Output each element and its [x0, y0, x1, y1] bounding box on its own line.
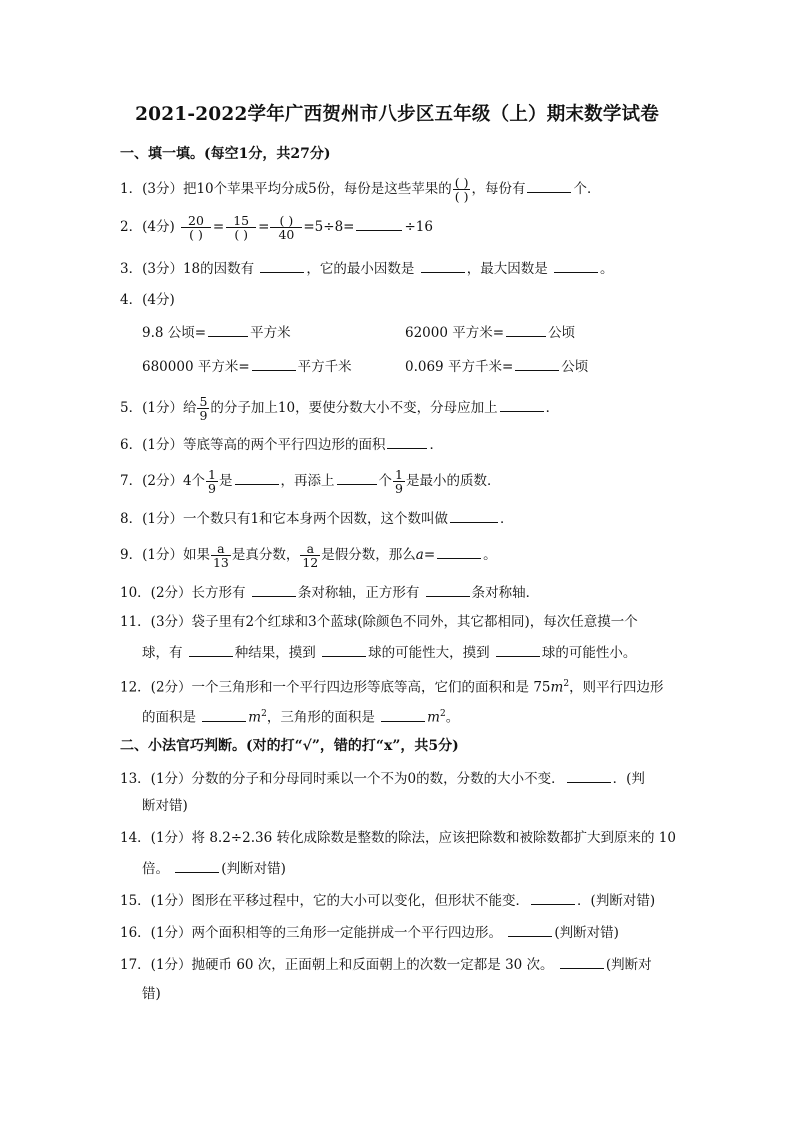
answer-blank[interactable]: [387, 434, 427, 449]
question-7: 7．(2分）4个 $\frac{1}{9}$ 是 ，再添上 个 $\frac{1}{9}$ 是最小的质数．: [120, 467, 501, 496]
question-8: 8．(1分）一个数只有1和它本身两个因数，这个数叫做 ．: [120, 508, 514, 529]
question-11-line2: 球，有 种结果，摸到 球的可能性大，摸到 球的可能性小。: [142, 642, 636, 663]
answer-blank[interactable]: [252, 582, 296, 597]
fraction: $\frac{a}{12}$: [302, 541, 319, 570]
answer-blank[interactable]: [322, 642, 366, 657]
question-10: 10．(2分）长方形有 条对称轴，正方形有 条对称轴．: [120, 582, 539, 603]
fraction: $\frac{( )}{( )}$: [454, 175, 469, 204]
answer-blank[interactable]: [531, 890, 575, 905]
question-4: 4．(4分): [120, 292, 175, 308]
question-1: 1．(3分）把10个苹果平均分成5份，每份是这些苹果的 $\frac{( )}{( )}$ ，每份有 个．: [120, 175, 601, 204]
answer-blank[interactable]: [500, 397, 544, 412]
answer-blank[interactable]: [260, 258, 304, 273]
answer-blank[interactable]: [554, 258, 598, 273]
question-14: 14．(1分）将 8.2÷2.36 转化成除数是整数的除法，应该把除数和被除数都扩大到原来的 10: [120, 830, 676, 846]
answer-blank[interactable]: [515, 356, 559, 371]
fraction: $\frac{( )}{40}$: [270, 214, 302, 241]
fraction: $\frac{a}{13}$: [212, 541, 229, 570]
question-13-line2: 断对错): [142, 798, 188, 814]
question-12-line2: 的面积是 $m^2$，三角形的面积是 $m^2$。: [142, 704, 459, 728]
fraction: $\frac{5}{9}$: [199, 394, 208, 423]
question-4-row2-right: 0.069 平方千米= 公顷: [405, 356, 588, 377]
answer-blank[interactable]: [426, 582, 470, 597]
answer-blank[interactable]: ( ): [234, 227, 249, 242]
fraction: $\frac{15}{( )}$: [225, 214, 257, 241]
answer-blank[interactable]: [202, 707, 246, 722]
question-4-row2-left: 680000 平方米= 平方千米: [142, 356, 352, 377]
question-12: 12．(2分）一个三角形和一个平行四边形等底等高，它们的面积和是 $75m^2$，则平行四边形: [120, 679, 664, 696]
question-15: 15．(1分）图形在平移过程中，它的大小可以变化，但形状不能变． ．(判断对错): [120, 890, 655, 911]
answer-blank[interactable]: [208, 322, 248, 337]
question-5: 5．(1分）给 $\frac{5}{9}$ 的分子加上10，要使分数大小不变，分母应加上 ．: [120, 394, 560, 423]
answer-blank[interactable]: [496, 642, 540, 657]
question-14-line2: 倍。 (判断对错): [142, 858, 286, 879]
answer-blank[interactable]: [437, 544, 481, 559]
answer-blank[interactable]: ( ): [189, 227, 203, 242]
question-4-row1-right: 62000 平方米= 公顷: [405, 322, 575, 343]
answer-blank[interactable]: ( ): [279, 213, 294, 228]
answer-blank[interactable]: [560, 954, 604, 969]
question-4-row1-left: 9.8 公顷= 平方米: [142, 322, 291, 343]
answer-blank[interactable]: [567, 768, 611, 783]
fraction: $\frac{1}{9}$: [208, 467, 216, 496]
answer-blank[interactable]: [252, 356, 296, 371]
question-9: 9．(1分）如果 $\frac{a}{13}$ 是真分数， $\frac{a}{12}$ 是假分数，那么a= 。: [120, 541, 497, 570]
answer-blank[interactable]: [381, 707, 425, 722]
question-13: 13．(1分）分数的分子和分母同时乘以一个不为0的数，分数的大小不变． ．(判: [120, 768, 645, 789]
answer-blank[interactable]: [450, 508, 498, 523]
section-1-heading: 一、填一填。(每空1分，共27分): [120, 146, 331, 162]
question-16: 16．(1分）两个面积相等的三角形一定能拼成一个平行四边形。 (判断对错): [120, 922, 619, 943]
question-6: 6．(1分）等底等高的两个平行四边形的面积 ．: [120, 434, 443, 455]
question-3: 3．(3分）18的因数有 ，它的最小因数是 ，最大因数是 。: [120, 258, 614, 279]
answer-blank[interactable]: [508, 922, 552, 937]
page-title: 2021-2022学年广西贺州市八步区五年级（上）期末数学试卷: [135, 104, 659, 125]
answer-blank[interactable]: [175, 858, 219, 873]
answer-blank[interactable]: [235, 470, 279, 485]
question-17: 17．(1分）抛硬币 60 次，正面朝上和反面朝上的次数一定都是 30 次。 (判断对: [120, 954, 652, 975]
question-17-line2: 错): [142, 986, 161, 1002]
question-2: 2．(4分) $\frac{20}{( )}$ = $\frac{15}{( )}$ = $\frac{( )}{40}$ =5÷8= ÷16: [120, 213, 433, 242]
answer-blank[interactable]: [356, 216, 402, 231]
section-2-heading: 二、小法官巧判断。(对的打“√”，错的打“x”，共5分): [120, 738, 459, 754]
fraction: $\frac{1}{9}$: [395, 467, 403, 496]
answer-blank[interactable]: [189, 642, 233, 657]
answer-blank[interactable]: [421, 258, 465, 273]
answer-blank[interactable]: [506, 322, 546, 337]
answer-blank[interactable]: [527, 178, 571, 193]
question-11: 11．(3分）袋子里有2个红球和3个蓝球(除颜色不同外，其它都相同)，每次任意摸一个: [120, 614, 638, 630]
answer-blank[interactable]: [337, 470, 377, 485]
fraction: $\frac{20}{( )}$: [180, 214, 212, 241]
